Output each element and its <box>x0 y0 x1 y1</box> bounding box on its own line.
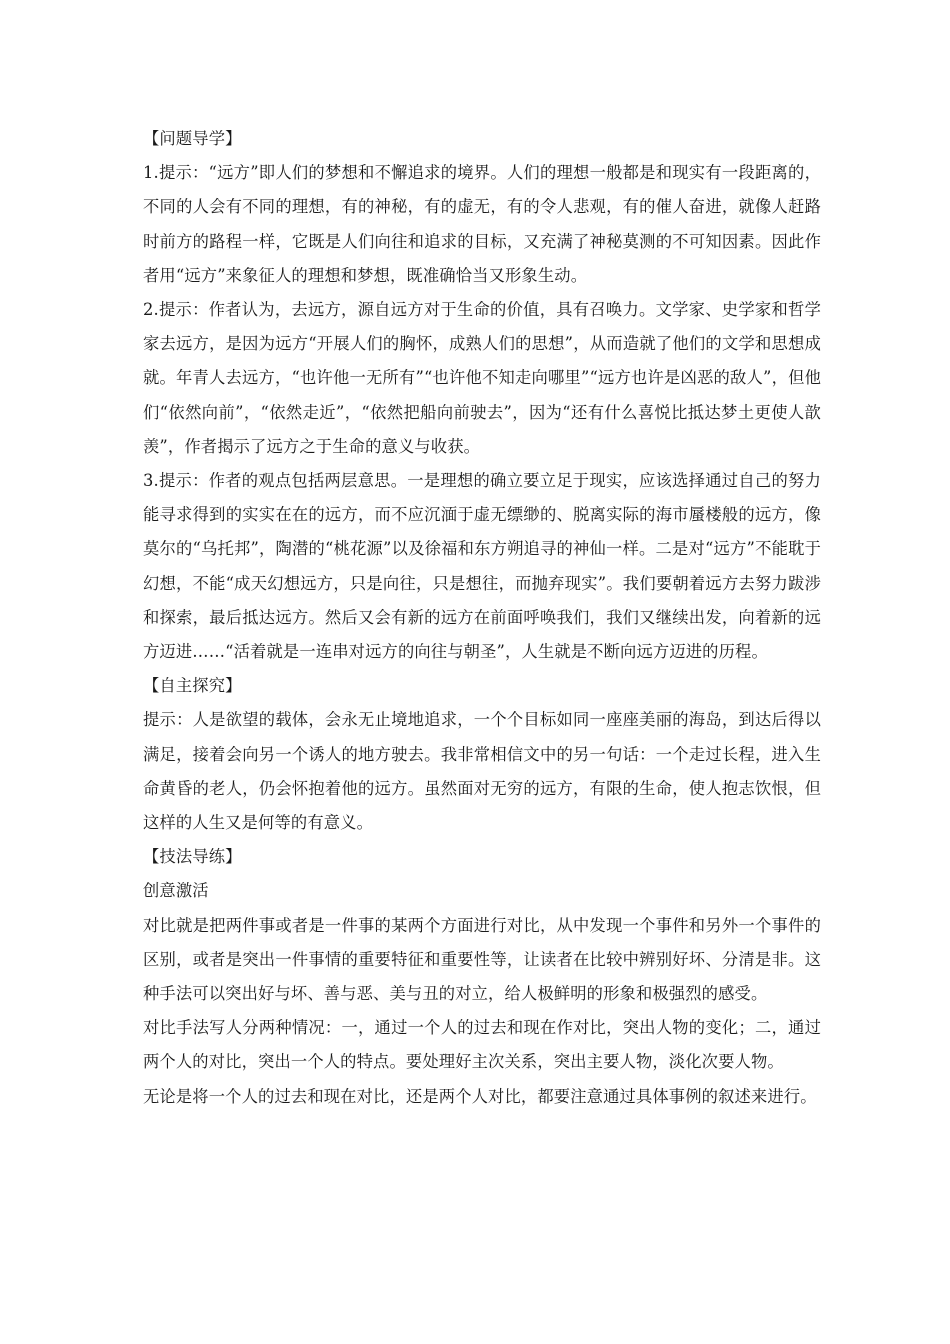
section-heading-zizhu: 【自主探究】 <box>143 676 242 696</box>
section-heading-jifa: 【技法导练】 <box>143 847 242 867</box>
jifa-subheading: 创意激活 <box>143 881 209 901</box>
wenti-item-2: 2.提示：作者认为，去远方，源自远方对于生命的价值，具有召唤力。文学家、史学家和哲学家去远方，是因为远方“开展人们的胸怀，成熟人们的思想”，从而造就了他们的文学和思想成就。年青人去远方，“也许他一无所有”“也许他不知走向哪里”“远方也许是凶恶的敌人”，但他们“依然向前”，“依然走近”，“依然把船向前驶去”，因为“还有什么喜悦比抵达梦土更使人歆羡”，作者揭示了远方之于生命的意义与收获。 <box>143 300 821 456</box>
section-heading-wenti: 【问题导学】 <box>143 129 242 148</box>
wenti-item-3: 3.提示：作者的观点包括两层意思。一是理想的确立要立足于现实，应该选择通过自己的努力能寻求得到的实实在在的远方，而不应沉湎于虚无缥缈的、脱离实际的海市蜃楼般的远方，像莫尔的“乌托邦”，陶潜的“桃花源”以及徐福和东方朔追寻的神仙一样。二是对“远方”不能耽于幻想，不能“成天幻想远方，只是向往，只是想往，而抛弃现实”。我们要朝着远方去努力跋涉和探索，最后抵达远方。然后又会有新的远方在前面呼唤我们，我们又继续出发，向着新的远方迈进……“活着就是一连串对远方的向往与朝圣”，人生就是不断向远方迈进的历程。 <box>143 471 821 662</box>
jifa-paragraph-1: 对比就是把两件事或者是一件事的某两个方面进行对比，从中发现一个事件和另外一个事件的区别，或者是突出一件事情的重要特征和重要性等，让读者在比较中辨别好坏、分清是非。这种手法可以突出好与坏、善与恶、美与丑的对立，给人极鲜明的形象和极强烈的感受。 <box>143 915 821 1004</box>
document-body <box>143 122 821 1114</box>
zizhu-paragraph: 提示：人是欲望的载体，会永无止境地追求，一个个目标如同一座座美丽的海岛，到达后得以满足，接着会向另一个诱人的地方驶去。我非常相信文中的另一句话：一个走过长程，进入生命黄昏的老人，仍会怀抱着他的远方。虽然面对无穷的远方，有限的生命，使人抱志饮恨，但这样的人生又是何等的有意义。 <box>143 710 821 833</box>
jifa-paragraph-3: 无论是将一个人的过去和现在对比，还是两个人对比，都要注意通过具体事例的叙述来进行。 <box>143 1086 817 1106</box>
jifa-paragraph-2: 对比手法写人分两种情况：一，通过一个人的过去和现在作对比，突出人物的变化；二，通过两个人的对比，突出一个人的特点。要处理好主次关系，突出主要人物，淡化次要人物。 <box>143 1018 821 1072</box>
wenti-item-1: 1.提示：“远方”即人们的梦想和不懈追求的境界。人们的理想一般都是和现实有一段距离的，不同的人会有不同的理想，有的神秘，有的虚无，有的令人悲观，有的催人奋进，就像人赶路时前方的路程一样，它既是人们向往和追求的目标，又充满了神秘莫测的不可知因素。因此作者用“远方”来象征人的理想和梦想，既准确恰当又形象生动。 <box>143 163 821 285</box>
